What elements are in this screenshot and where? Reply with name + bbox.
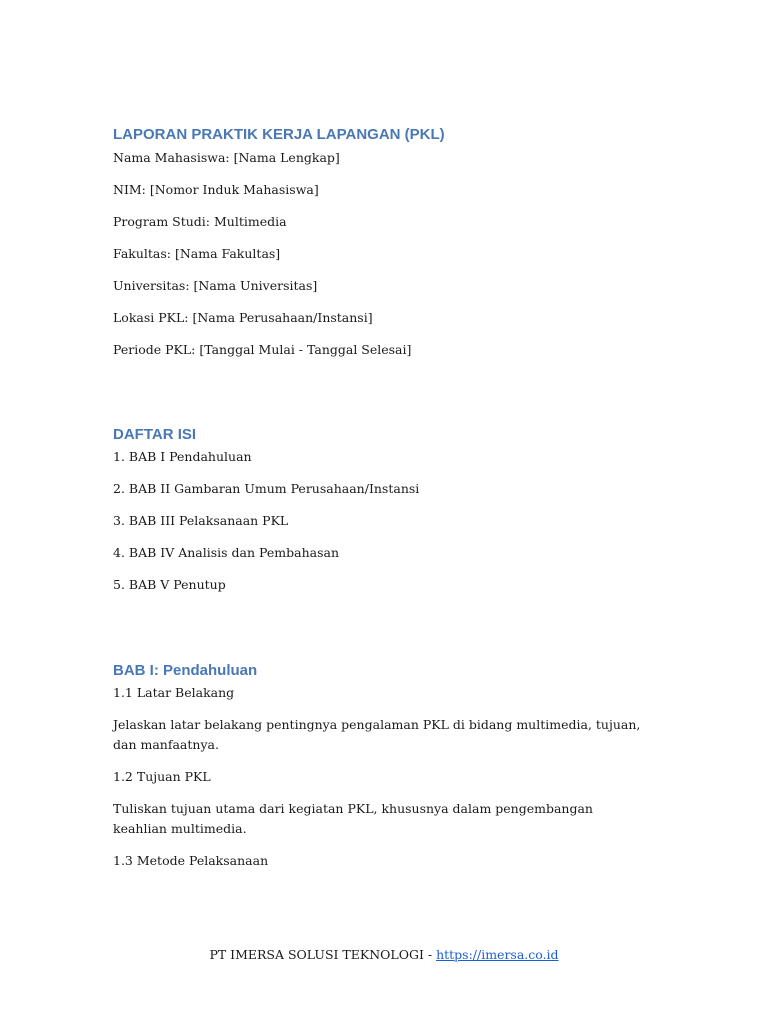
body-paragraph: Jelaskan latar belakang pentingnya pengalaman PKL di bidang multimedia, tujuan, dan manfaatnya. [113, 717, 641, 752]
toc-item: 3. BAB III Pelaksanaan PKL [113, 513, 289, 528]
student-name-line: Nama Mahasiswa: [Nama Lengkap] [113, 150, 340, 165]
toc-title: DAFTAR ISI [113, 426, 197, 443]
toc-item: 5. BAB V Penutup [113, 577, 226, 592]
page-footer [0, 945, 768, 965]
cover-info [113, 148, 643, 372]
internship-period-line: Periode PKL: [Tanggal Mulai - Tanggal Selesai] [113, 342, 412, 357]
report-title: LAPORAN PRAKTIK KERJA LAPANGAN (PKL) [113, 126, 445, 143]
study-program-line: Program Studi: Multimedia [113, 214, 287, 229]
toc-item: 4. BAB IV Analisis dan Pembahasan [113, 545, 339, 560]
body-paragraph: Tuliskan tujuan utama dari kegiatan PKL, khususnya dalam pengembangan keahlian multimedia. [113, 801, 593, 836]
subsection-heading: 1.1 Latar Belakang [113, 685, 235, 700]
footer-website-link[interactable]: https://imersa.co.id [436, 947, 559, 962]
subsection-heading: 1.2 Tujuan PKL [113, 769, 211, 784]
faculty-line: Fakultas: [Nama Fakultas] [113, 246, 281, 261]
table-of-contents [113, 447, 643, 607]
subsection-heading: 1.3 Metode Pelaksanaan [113, 853, 269, 868]
university-line: Universitas: [Nama Universitas] [113, 278, 318, 293]
chapter-1-body [113, 683, 643, 883]
student-id-line: NIM: [Nomor Induk Mahasiswa] [113, 182, 319, 197]
chapter-1-title: BAB I: Pendahuluan [113, 662, 258, 679]
toc-item: 2. BAB II Gambaran Umum Perusahaan/Instansi [113, 481, 420, 496]
toc-item: 1. BAB I Pendahuluan [113, 449, 252, 464]
footer-company: PT IMERSA SOLUSI TEKNOLOGI - [209, 947, 437, 962]
internship-location-line: Lokasi PKL: [Nama Perusahaan/Instansi] [113, 310, 373, 325]
